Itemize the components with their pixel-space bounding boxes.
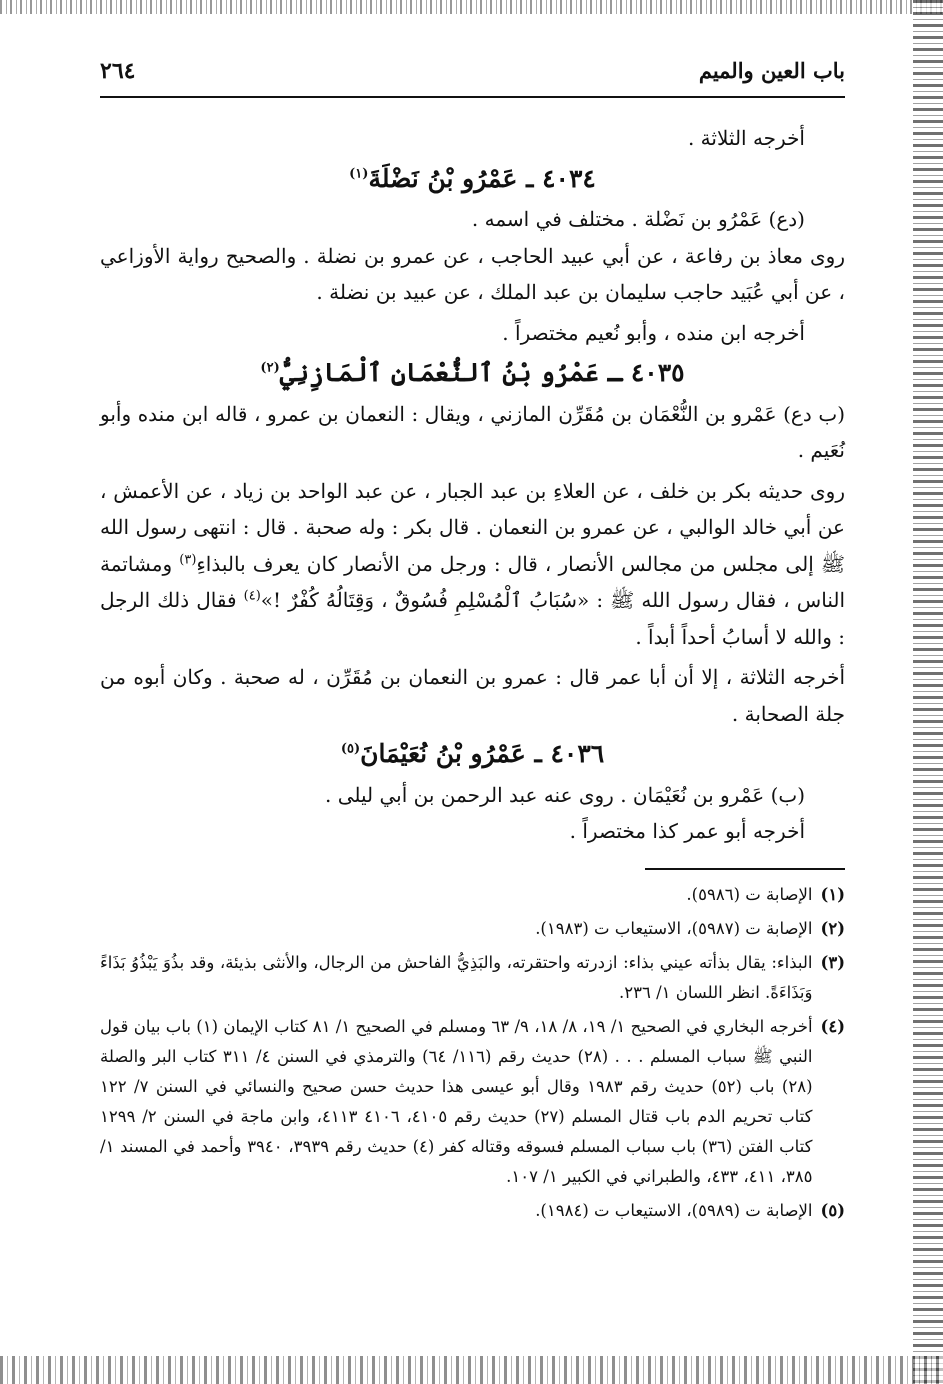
footnote-number: (٢) <box>820 918 845 938</box>
entry-4034-line2: أخرجه ابن منده ، وأبو نُعيم مختصراً . <box>502 320 805 345</box>
book-page <box>100 58 845 1230</box>
entry-4034-title: ٤٠٣٤ ـ عَمْرُو بْنُ نَضْلَةَ <box>368 163 596 193</box>
decorative-border-bottom <box>0 1356 943 1384</box>
footnote-5 <box>100 1196 845 1226</box>
decorative-border-top <box>0 0 943 14</box>
entry-4036-line2: أخرجه أبو عمر كذا مختصراً . <box>569 819 805 843</box>
entry-4035-heading <box>100 355 845 392</box>
entry-4035-para2 <box>100 473 845 656</box>
footnote-text: أخرجه البخاري في الصحيح ١/ ١٩، ٨/ ١٨، ٩/ ٦٣ ومسلم في الصحيح ١/ ٨١ كتاب الإيمان (١) باب بيان قول النبي ﷺ سباب المسلم . . . (٢٨) حديث رقم (١١٦/ ٦٤) والترمذي في السنن ٤/ ٣١١ كتاب البر والصلة (٢٨) باب (٥٢) حديث رقم ١٩٨٣ وقال أبو عيسى هذا حديث حسن صحيح والنسائي في السنن ٧/ ١٢٢ كتاب تحريم الدم باب قتال المسلم (٢٧) حديث رقم ٤١٠٥، ٤١٠٦ ٤١١٣، وابن ماجة في السنن ٢/ ١٢٩٩ كتاب الفتن (٣٦) باب سباب المسلم فسوقه وقتاله كفر (٤) حديث رقم ٣٩٣٩، ٣٩٤٠ وأحمد في المسند ١/ ٣٨٥، ٤١١، ٤٣٣، والطبراني في الكبير ١/ ١٠٧. <box>100 1016 813 1186</box>
entry-4035-para3: أخرجه الثلاثة ، إلا أن أبا عمر قال : عمرو بن النعمان بن مُقَرِّن ، له صحبة . وكان أبوه من جلة الصحابة . <box>100 665 845 726</box>
footnote-number: (٤) <box>820 1016 845 1036</box>
entry-4035-para1: (ب دع) عَمْرو بن النُّعْمَان بن مُقَرِّن المازني ، ويقال : النعمان بن عمرو ، قاله ابن منده وأبو نُعَيم . <box>100 401 845 462</box>
footnote-ref-2: (٢) <box>260 360 280 376</box>
entry-4034-para1: روى معاذ بن رفاعة ، عن أبي عبيد الحاجب ، عن عمرو بن نضلة . والصحيح رواية الأوزاعي ، عن أبي عُبَيد حاجب سليمان بن عبد الملك ، عن عبيد بن نضلة . <box>100 243 845 304</box>
footnote-text: الإصابة ت (٥٩٨٩)، الاستيعاب ت (١٩٨٤). <box>535 1200 813 1220</box>
footnote-1 <box>100 880 845 910</box>
footnote-text: الإصابة ت (٥٩٨٦). <box>686 884 813 904</box>
entry-4036-line1: (ب) عَمْرو بن نُعَيْمَان . روى عنه عبد الرحمن بن أبي ليلى . <box>325 782 805 807</box>
footnotes <box>100 880 845 1226</box>
footnote-text: الإصابة ت (٥٩٨٧)، الاستيعاب ت (١٩٨٣). <box>535 918 813 938</box>
top-line: أخرجه الثلاثة . <box>687 126 805 150</box>
section-title: باب العين والميم <box>698 58 845 83</box>
footnote-ref-1: (١) <box>349 166 369 182</box>
footnote-ref-5: (٥) <box>340 741 361 757</box>
entry-4034-line1: (دع) عَمْرُو بن نَضْلة . مختلف في اسمه . <box>471 207 805 231</box>
footnote-number: (٥) <box>820 1200 845 1220</box>
entry-4036-title: ٤٠٣٦ ـ عَمْرُو بْنُ نُعَيْمَانَ <box>360 739 605 768</box>
footnote-2 <box>100 914 845 944</box>
running-header <box>100 58 845 98</box>
entry-4036-heading <box>100 736 845 773</box>
footnote-ref-3: (٣) <box>179 551 197 567</box>
entry-4035-para2-part-b: ومشاتمة الناس ، فقال رسول الله ﷺ : «سُبَابُ ٱلْمُسْلِمِ فُسُوقٌ ، وَقِتَالُهُ كُفْرٌ !» <box>100 551 846 612</box>
decorative-border-right <box>913 0 943 1384</box>
footnote-text: البذاء: يقال بذأته عيني بذاء: ازدرته واحتقرته، والبَذِيُّ الفاحش من الرجال، والأنثى بذيئة، وقد بذُوَ يَبْذُوُ بَذَاءً وَبَذَاءَةً. انظر اللسان ١/ ٢٣٦. <box>100 952 813 1002</box>
footnote-4 <box>100 1012 845 1192</box>
footnote-number: (٣) <box>820 952 845 972</box>
page-number: ٢٦٤ <box>100 58 136 84</box>
entry-4035-title: ٤٠٣٥ ـ عَمْرُو بْنُ ٱلنُّعْمَانِ ٱلْمَازِنِيُّ <box>279 358 685 387</box>
footnote-3 <box>100 948 845 1008</box>
entry-4035-para2-part-a: روى حديثه بكر بن خلف ، عن العلاءِ بن عبد الجبار ، عن عبد الواحد بن زياد ، عن الأعمش ، عن أبي خالد الوالبي ، عن عمرو بن النعمان . قال بكر : وله صحبة . قال : انتهى رسول الله ﷺ إلى مجلس من مجالس الأنصار ، قال : ورجل من الأنصار كان يعرف بالبذاءِ <box>100 478 845 576</box>
footnote-separator <box>645 868 845 870</box>
page-content <box>100 120 845 850</box>
entry-4035-para2-part-c: فقال ذلك الرجل : والله لا أسابُ أحداً أبداً . <box>100 588 845 649</box>
footnote-number: (١) <box>820 884 845 904</box>
footnote-ref-4: (٤) <box>243 588 261 604</box>
entry-4034-heading <box>100 161 845 198</box>
